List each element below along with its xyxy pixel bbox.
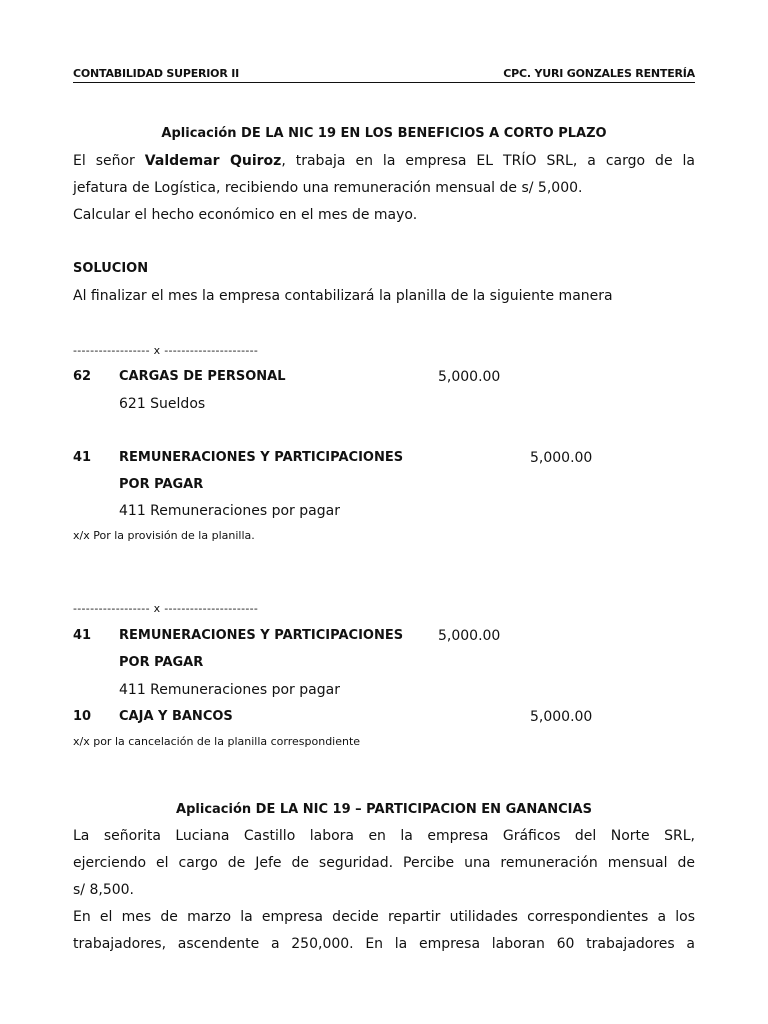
entry2-note: x/x por la cancelación de la planilla correspondiente bbox=[73, 735, 361, 748]
header-course-title: CONTABILIDAD SUPERIOR II bbox=[73, 67, 240, 80]
entry1-line5-sub: 411 Remuneraciones por pagar bbox=[119, 503, 340, 519]
entry1-separator: ------------------ x ---------------------- bbox=[73, 344, 259, 357]
section1-line1-pre: El señor bbox=[73, 153, 135, 169]
section1-title: Aplicación DE LA NIC 19 EN LOS BENEFICIOS A CORTO PLAZO bbox=[161, 126, 607, 141]
solucion-heading: SOLUCION bbox=[73, 261, 149, 276]
entry1-note: x/x Por la provisión de la planilla. bbox=[73, 529, 255, 542]
entry2-line1-code: 41 bbox=[73, 628, 92, 643]
entry1-line1-code: 62 bbox=[73, 369, 92, 384]
employee-name: Valdemar Quiroz bbox=[144, 153, 282, 169]
solucion-text: Al finalizar el mes la empresa contabilizará la planilla de la siguiente manera bbox=[73, 288, 613, 304]
section2-line5: trabajadores, ascendente a 250,000. En la empresa laboran 60 trabajadores a bbox=[73, 936, 695, 952]
entry1-line1-name: CARGAS DE PERSONAL bbox=[119, 369, 286, 384]
entry1-line4-name: POR PAGAR bbox=[119, 477, 204, 492]
entry1-line3-name: REMUNERACIONES Y PARTICIPACIONES bbox=[119, 450, 404, 465]
entry2-line4-code: 10 bbox=[73, 709, 92, 724]
entry2-line4-haber: 5,000.00 bbox=[530, 709, 593, 725]
entry1-line1-debe: 5,000.00 bbox=[438, 369, 501, 385]
section2-line2: ejerciendo el cargo de Jefe de seguridad. Percibe una remuneración mensual de bbox=[73, 855, 695, 871]
entry2-line3-sub: 411 Remuneraciones por pagar bbox=[119, 682, 340, 698]
section2-title: Aplicación DE LA NIC 19 – PARTICIPACION EN GANANCIAS bbox=[176, 802, 592, 817]
entry2-line4-name: CAJA Y BANCOS bbox=[119, 709, 233, 724]
entry1-line3-haber: 5,000.00 bbox=[530, 450, 593, 466]
section1-line3: Calcular el hecho económico en el mes de mayo. bbox=[73, 207, 418, 223]
entry2-line1-debe: 5,000.00 bbox=[438, 628, 501, 644]
section1-line2: jefatura de Logística, recibiendo una remuneración mensual de s/ 5,000. bbox=[73, 180, 583, 196]
section1-line1-post: , trabaja en la empresa EL TRÍO SRL, a cargo de la bbox=[281, 153, 695, 169]
header-author: CPC. YURI GONZALES RENTERÍA bbox=[503, 67, 695, 80]
page-header bbox=[73, 66, 695, 83]
section2-line1: La señorita Luciana Castillo labora en la empresa Gráficos del Norte SRL, bbox=[73, 828, 695, 844]
section1-line1 bbox=[73, 153, 695, 169]
section2-line3: s/ 8,500. bbox=[73, 882, 134, 898]
entry2-line1-name: REMUNERACIONES Y PARTICIPACIONES bbox=[119, 628, 404, 643]
entry2-line2-name: POR PAGAR bbox=[119, 655, 204, 670]
section2-line4: En el mes de marzo la empresa decide repartir utilidades correspondientes a los bbox=[73, 909, 695, 925]
entry2-separator: ------------------ x ---------------------- bbox=[73, 602, 259, 615]
entry1-line3-code: 41 bbox=[73, 450, 92, 465]
entry1-line2-sub: 621 Sueldos bbox=[119, 396, 206, 412]
